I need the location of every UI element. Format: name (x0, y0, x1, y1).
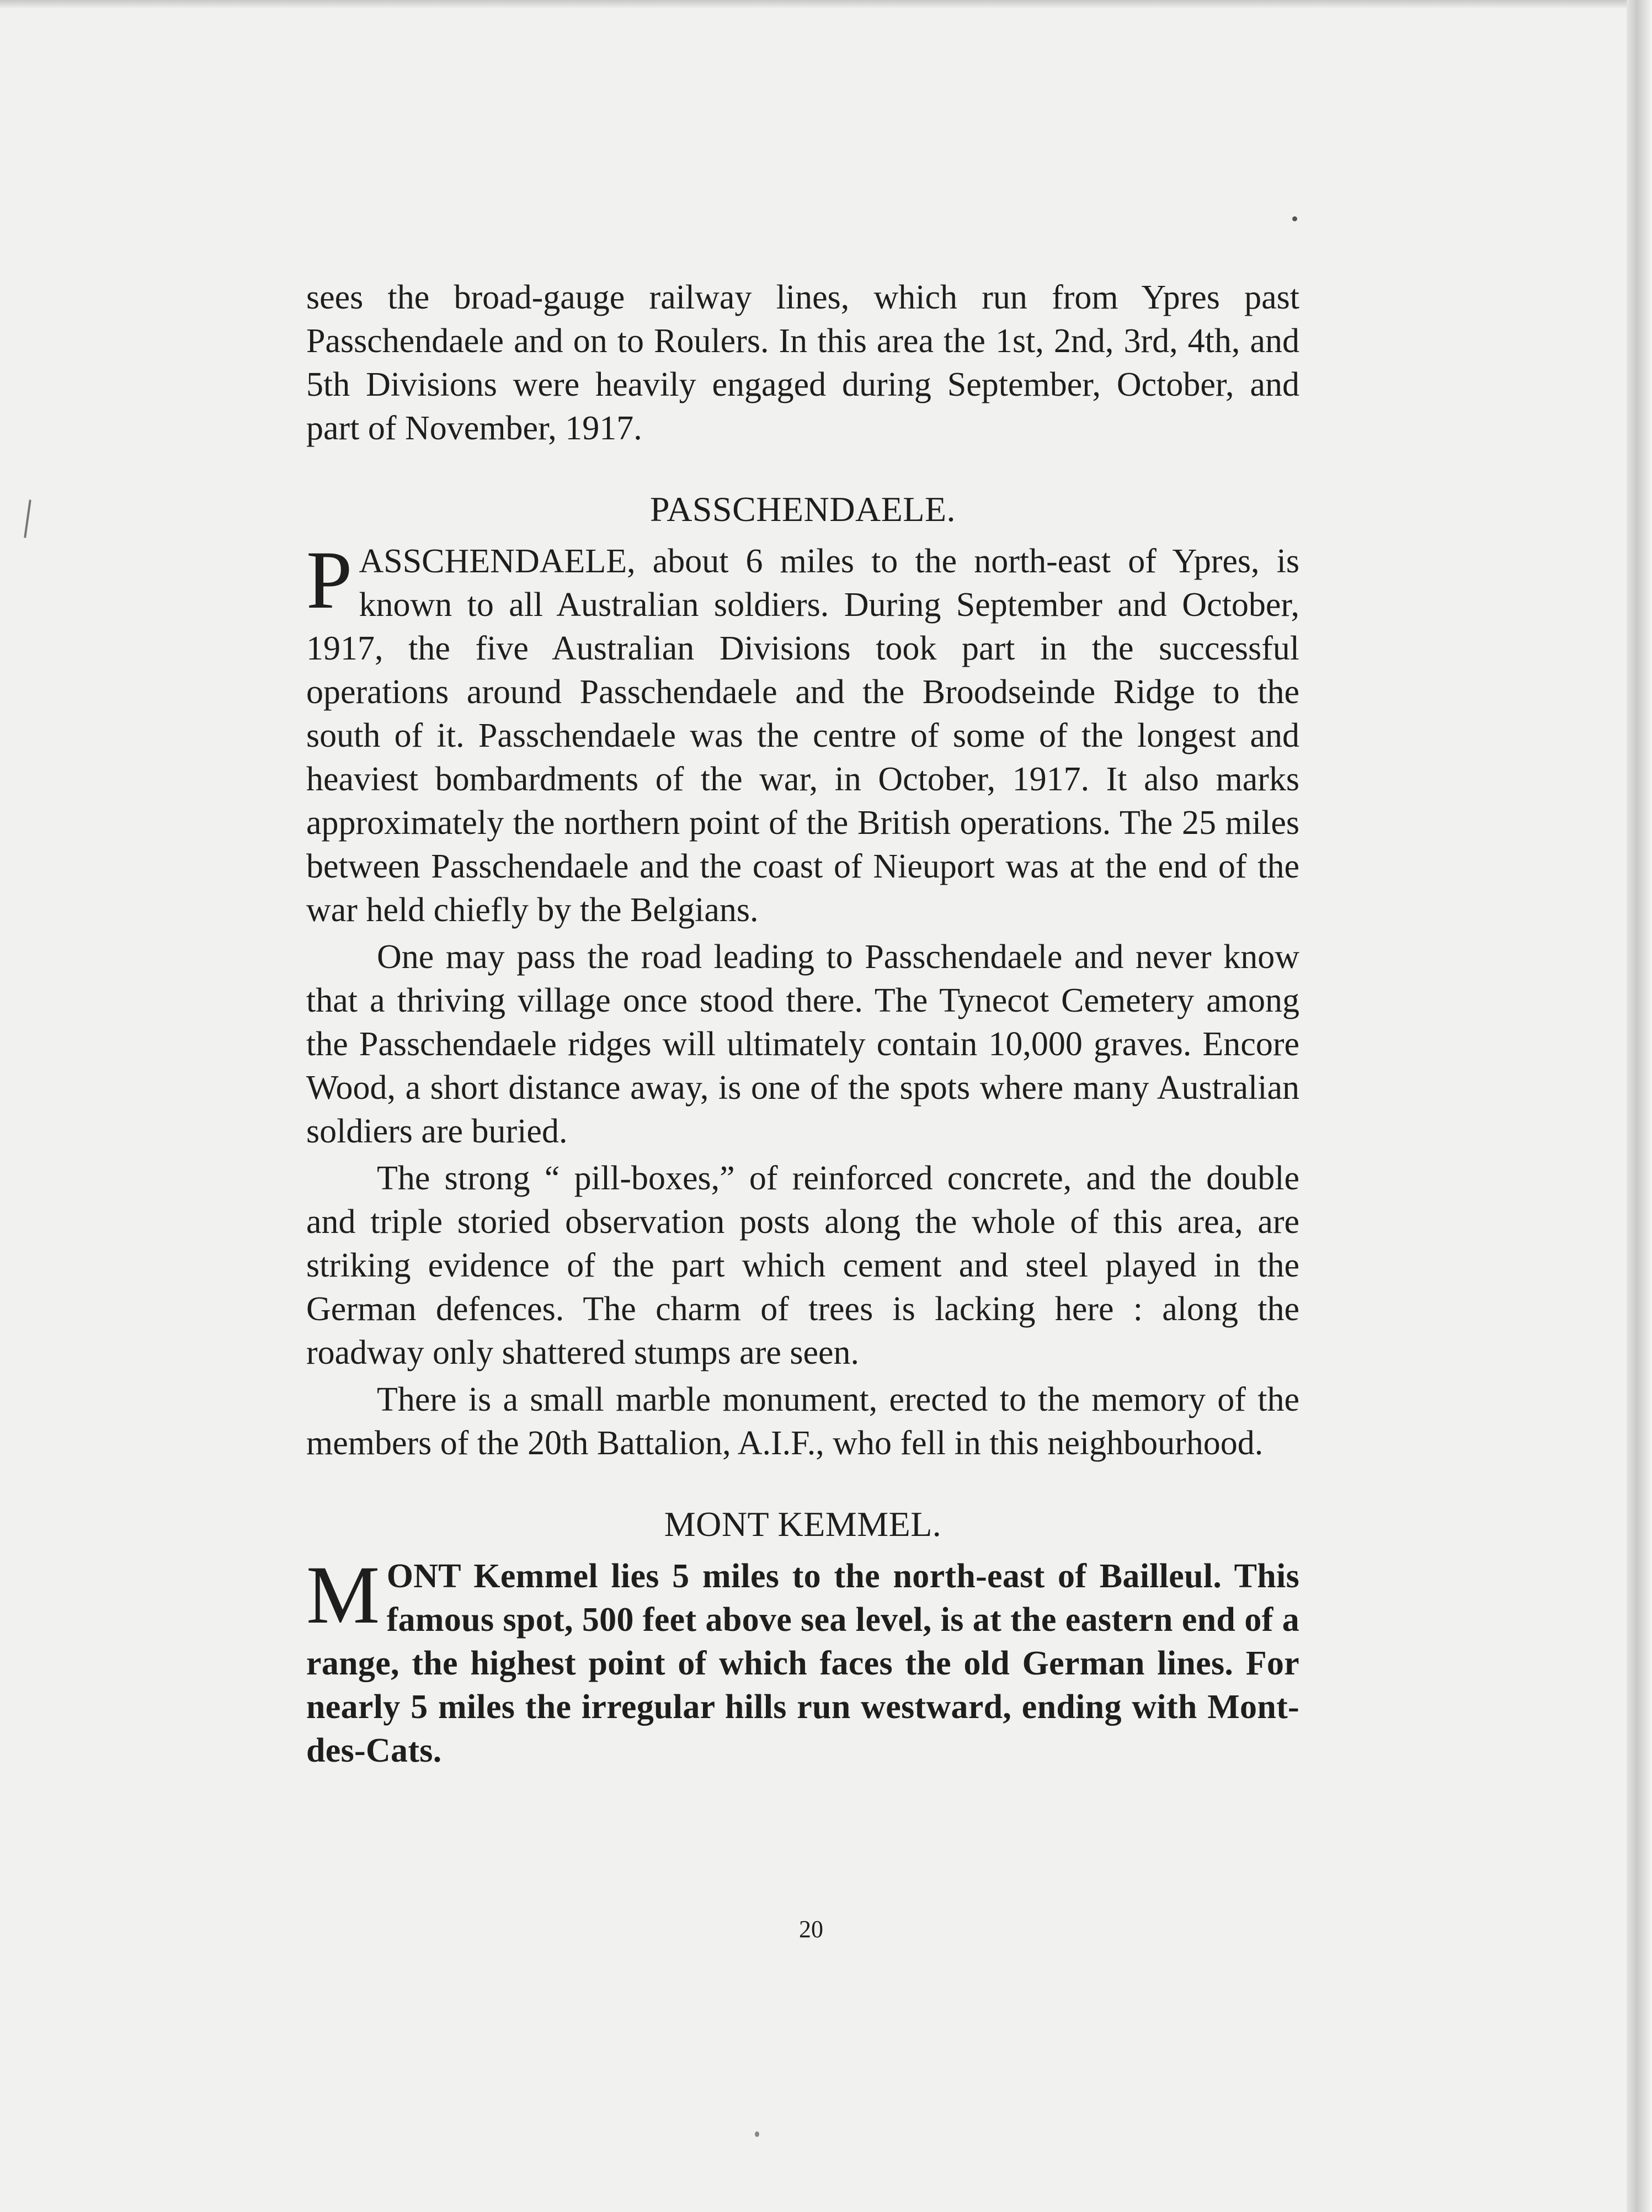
paragraph-text: ONT Kemmel lies 5 miles to the north-east of Bailleul. This famous spot, 500 feet above sea level, is at the eastern end of a range, the highest point of which faces the old German lines. For nearly 5 miles the irregular hills run westward, ending with Mont-des-Cats. (306, 1557, 1299, 1769)
passchendaele-paragraph-4: There is a small marble monument, erected to the memory of the members of the 20th Battalion, A.I.F., who fell in this neighbourhood. (306, 1381, 1299, 1462)
page-number: 20 (799, 1916, 823, 1943)
drop-cap-letter: P (306, 534, 353, 626)
drop-cap-letter: M (306, 1549, 380, 1641)
paragraph-text: ASSCHENDAELE, about 6 miles to the north-east of Ypres, is known to all Australian soldiers. During September and October, 1917, the five Australian Divisions took part in the successful operations around Passchendaele and the Broodseinde Ridge to the south of it. Passchendaele was the centre of some of the longest and heaviest bombardments of the war, in October, 1917. It also marks approximately the northern point of the British operations. The 25 miles between Passchendaele and the coast of Nieuport was at the end of the war held chiefly by the Belgians. (306, 543, 1299, 929)
section-heading-passchendaele: PASSCHENDAELE. (649, 490, 956, 529)
intro-paragraph: sees the broad-gauge railway lines, which run from Ypres past Passchendaele and on to Roulers. In this area the 1st, 2nd, 3rd, 4th, and 5th Divisions were heavily engaged during September, October, and part of November, 1917. (306, 279, 1299, 447)
dust-speck (1292, 216, 1297, 221)
passchendaele-paragraph-2: One may pass the road leading to Passchendaele and never know that a thriving village once stood there. The Tynecot Cemetery among the Passchendaele ridges will ultimately contain 10,000 graves. Encore Wood, a short distance away, is one of the spots where many Australian soldiers are buried. (306, 938, 1299, 1150)
page-top-shadow (0, 0, 1652, 9)
section-heading-mont-kemmel: MONT KEMMEL. (664, 1504, 942, 1544)
mont-kemmel-paragraph-1 (306, 1549, 1299, 1773)
page-text (306, 276, 1299, 1773)
dust-speck (755, 2131, 759, 2137)
passchendaele-paragraph-1 (306, 534, 1299, 932)
dust-speck (24, 499, 31, 538)
passchendaele-paragraph-3: The strong “ pill-boxes,” of reinforced concrete, and the double and triple storied observation posts along the whole of this area, are striking evidence of the part which cement and steel played in the German defences. The charm of trees is lacking here : along the roadway only shattered stumps are seen. (306, 1160, 1299, 1371)
page-edge-shadow (1627, 0, 1652, 2212)
